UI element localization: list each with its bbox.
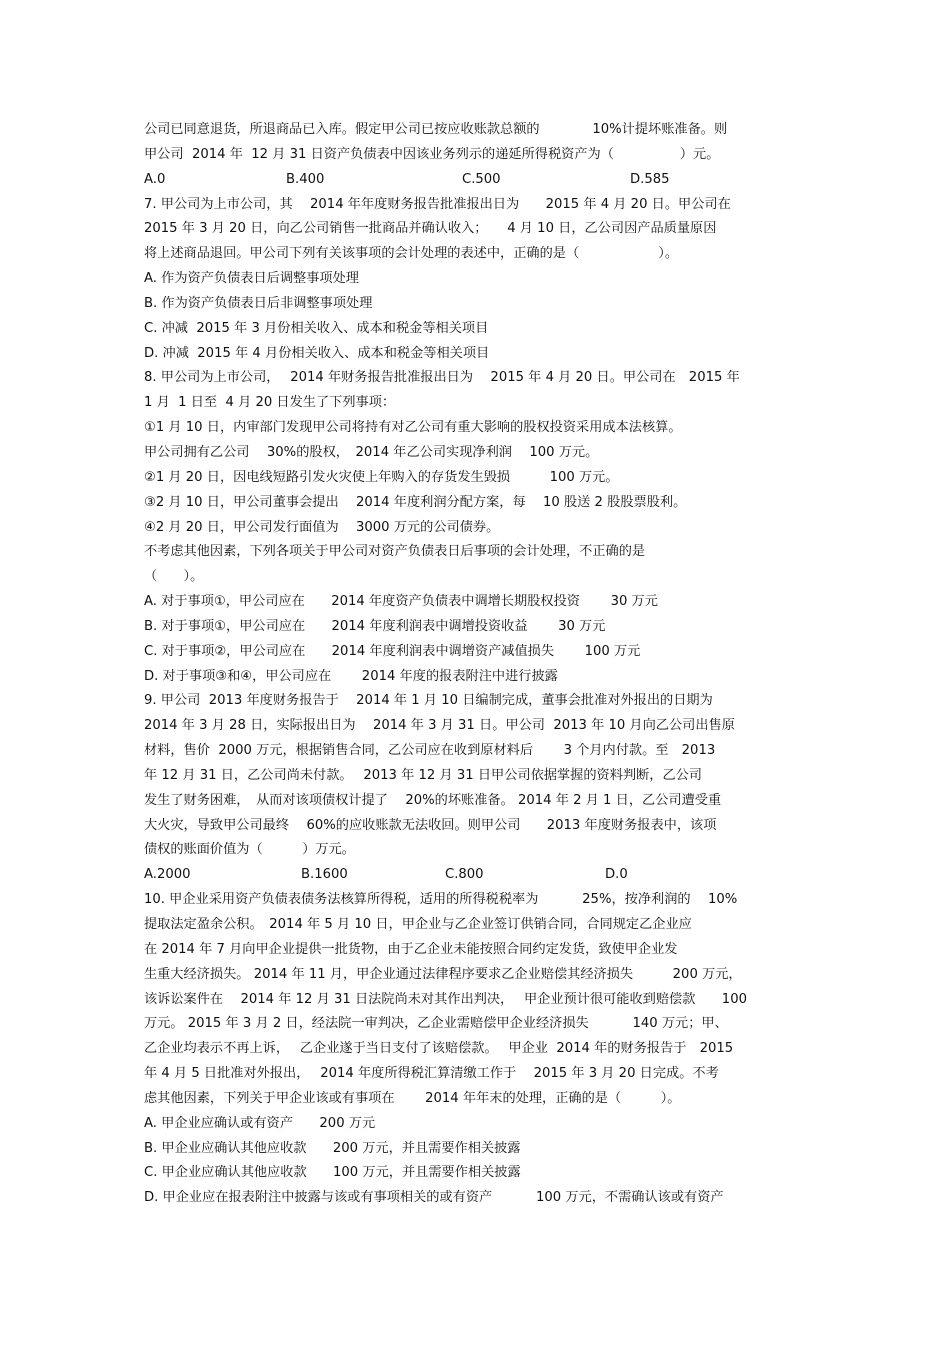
- question-9-line: 债权的账面价值为（ ）万元。: [144, 842, 355, 858]
- question-7-option: D. 冲减 2015 年 4 月份相关收入、成本和税金等相关项目: [144, 345, 490, 361]
- question-6-line: 甲公司 2014 年 12 月 31 日资产负债表中因该业务列示的递延所得税资产为（ ）元。: [144, 146, 720, 162]
- question-8-line: 不考虑其他因素，下列各项关于甲公司对资产负债表日后事项的会计处理，不正确的是: [144, 544, 646, 560]
- question-7-line: 7. 甲公司为上市公司，其 2014 年年度财务报告批准报出日为 2015 年 4 月 20 日。甲公司在: [144, 196, 731, 212]
- question-10-option: B. 甲企业应确认其他应收款 200 万元，并且需要作相关披露: [144, 1140, 521, 1156]
- question-10-option: A. 甲企业应确认或有资产 200 万元: [144, 1115, 376, 1131]
- question-10-option: D. 甲企业应在报表附注中披露与该或有事项相关的或有资产 100 万元，不需确认该或有资产: [144, 1190, 724, 1206]
- option-a: A.2000: [144, 867, 191, 883]
- question-10-line: 提取法定盈余公积。 2014 年 5 月 10 日，甲企业与乙企业签订供销合同，合同规定乙企业应: [144, 917, 692, 932]
- question-8-line: ②1 月 20 日，因电线短路引发火灾使上年购入的存货发生毁损 100 万元。: [144, 469, 619, 485]
- question-8-line: 甲公司拥有乙公司 30%的股权， 2014 年乙公司实现净利润 100 万元。: [144, 444, 599, 460]
- option-a: A.0: [144, 171, 166, 187]
- question-9-line: 9. 甲公司 2013 年度财务报告于 2014 年 1 月 10 日编制完成，董事会批准对外报出的日期为: [144, 693, 713, 709]
- question-9-line: 2014 年 3 月 28 日，实际报出日为 2014 年 3 月 31 日。甲公司 2013 年 10 月向乙公司出售原: [144, 718, 735, 734]
- question-7-option: A. 作为资产负债表日后调整事项处理: [144, 271, 359, 287]
- option-c: C.800: [445, 867, 484, 883]
- question-8-line: （ ）。: [144, 569, 204, 585]
- question-9-line: 大火灾，导致甲公司最终 60%的应收账款无法收回。则甲公司 2013 年度财务报表中，该项: [144, 817, 717, 833]
- document-body: [144, 118, 814, 1211]
- question-9-line: 材料，售价 2000 万元，根据销售合同，乙公司应在收到原材料后 3 个月内付款。至 2013: [144, 743, 716, 759]
- option-b: B.1600: [301, 867, 348, 883]
- question-8-line: 1 月 1 日至 4 月 20 日发生了下列事项：: [144, 395, 396, 411]
- question-8-option: B. 对于事项①，甲公司应在 2014 年度利润表中调增投资收益 30 万元: [144, 618, 606, 634]
- option-c: C.500: [462, 171, 501, 187]
- question-10-line: 万元。 2015 年 3 月 2 日，经法院一审判决，乙企业需赔偿甲企业经济损失 140 万元；甲、: [144, 1016, 728, 1032]
- question-7-line: 将上述商品退回。甲公司下列有关该事项的会计处理的表述中，正确的是（ ）。: [144, 246, 679, 262]
- question-9-line: 年 12 月 31 日，乙公司尚未付款。 2013 年 12 月 31 日甲公司依据掌握的资料判断，乙公司: [144, 767, 702, 783]
- question-6-line: 公司已同意退货，所退商品已入库。假定甲公司已按应收账款总额的 10%计提坏账准备。则: [144, 122, 728, 137]
- question-8-line: ④2 月 20 日，甲公司发行面值为 3000 万元的公司债券。: [144, 519, 500, 535]
- question-7-line: 2015 年 3 月 20 日，向乙公司销售一批商品并确认收入； 4 月 10 日，乙公司因产品质量原因: [144, 221, 717, 237]
- option-d: D.0: [605, 867, 628, 883]
- question-10-line: 乙企业均表示不再上诉， 乙企业遂于当日支付了该赔偿款。 甲企业 2014 年的财务报告于 2015: [144, 1041, 734, 1057]
- question-8-line: ③2 月 10 日，甲公司董事会提出 2014 年度利润分配方案，每 10 股送 2 股股票股利。: [144, 494, 687, 510]
- question-10-line: 10. 甲企业采用资产负债表债务法核算所得税，适用的所得税税率为 25%，按净利润的 10%: [144, 892, 738, 908]
- question-8-line: ①1 月 10 日，内审部门发现甲公司将持有对乙公司有重大影响的股权投资采用成本法核算。: [144, 420, 682, 436]
- question-10-line: 虑其他因素，下列关于甲企业该或有事项在 2014 年年末的处理，正确的是（ ）。: [144, 1090, 681, 1106]
- option-b: B.400: [286, 171, 325, 187]
- question-8-option: D. 对于事项③和④，甲公司应在 2014 年度的报表附注中进行披露: [144, 668, 558, 684]
- question-8-line: 8. 甲公司为上市公司， 2014 年财务报告批准报出日为 2015 年 4 月 20 日。甲公司在 2015 年: [144, 370, 740, 386]
- question-10-line: 年 4 月 5 日批准对外报出， 2014 年度所得税汇算清缴工作于 2015 年 3 月 20 日完成。不考: [144, 1066, 719, 1082]
- question-10-line: 该诉讼案件在 2014 年 12 月 31 日法院尚未对其作出判决， 甲企业预计很可能收到赔偿款 100: [144, 991, 747, 1007]
- question-9-options: [144, 863, 814, 888]
- question-8-option: C. 对于事项②，甲公司应在 2014 年度利润表中调增资产减值损失 100 万元: [144, 643, 641, 659]
- question-10-option: C. 甲企业应确认其他应收款 100 万元，并且需要作相关披露: [144, 1165, 521, 1181]
- question-6-options: [144, 168, 814, 193]
- option-d: D.585: [630, 171, 670, 187]
- question-10-line: 生重大经济损失。 2014 年 11 月，甲企业通过法律程序要求乙企业赔偿其经济损失 200 万元，: [144, 966, 742, 982]
- question-8-option: A. 对于事项①，甲公司应在 2014 年度资产负债表中调增长期股权投资 30 万元: [144, 594, 658, 610]
- question-7-option: B. 作为资产负债表日后非调整事项处理: [144, 295, 373, 311]
- question-10-line: 在 2014 年 7 月向甲企业提供一批货物，由于乙企业未能按照合同约定发货，致使甲企业发: [144, 941, 678, 957]
- question-7-option: C. 冲减 2015 年 3 月份相关收入、成本和税金等相关项目: [144, 320, 489, 336]
- question-9-line: 发生了财务困难， 从而对该项债权计提了 20%的坏账准备。 2014 年 2 月 1 日，乙公司遭受重: [144, 792, 722, 808]
